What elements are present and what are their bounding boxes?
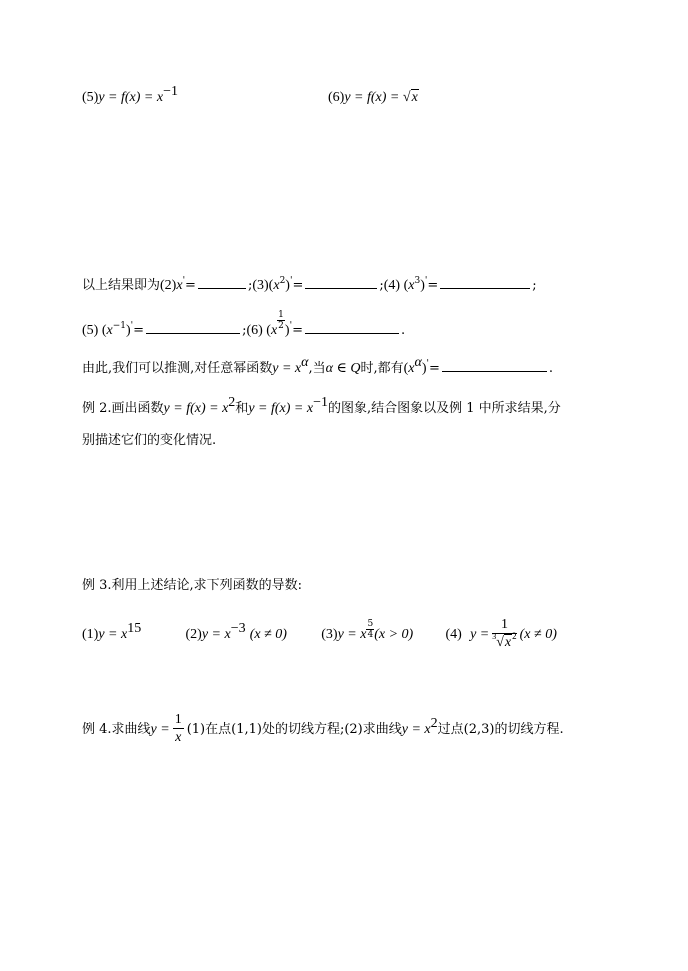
- exponent-one-half: $\frac{1}{2}$: [278, 310, 284, 331]
- ex3-item-2: $(2)y = x^{-3}$ (x ≠ 0): [185, 620, 287, 642]
- answer-blank-4[interactable]: [440, 275, 530, 289]
- item-6: (6)y = f(x) = √x: [328, 90, 418, 105]
- sqrt-sign: √: [402, 90, 411, 105]
- example-3-title: 例 3.利用上述结论,求下列函数的导数:: [82, 578, 303, 593]
- answer-blank-6[interactable]: [305, 320, 399, 334]
- answer-blank-general[interactable]: [442, 358, 547, 372]
- answer-blank-5[interactable]: [146, 320, 240, 334]
- example-3-items: [82, 617, 557, 652]
- example-2-line-1: 例 2.画出函数$y = f(x) = x^2$和$y = f(x) = x^{-1}$的图象,结合图象以及例 1 中所求结果,分: [82, 394, 561, 416]
- exponent-five-fourths: $\frac{5}{4}$: [367, 619, 374, 640]
- inference-line: 由此,我们可以推测,对任意幂函数$y = x^\alpha$,当α ∈ Q时,都有$(x^\alpha)'=$ .: [82, 354, 554, 376]
- example-2-line-2: 别描述它们的变化情况.: [82, 433, 217, 448]
- results-line-1: 以上结果即为$(2)x'= ;(3)(x^2)'=$ ;(4) $(x^3)'=$ ;: [82, 275, 537, 293]
- example-4-line: 例 4.求曲线y = $\frac{1}{x}$ (1)在点(1,1)处的切线方程;(2)求曲线$y = x^2$过点(2,3)的切线方程.: [82, 712, 564, 745]
- answer-blank-2[interactable]: [198, 275, 246, 289]
- ex3-item-1: $(1)y = x^{15}$: [82, 620, 142, 642]
- fraction-one-over-x: $\frac{1}{x}$: [174, 712, 182, 745]
- answer-blank-3[interactable]: [305, 275, 377, 289]
- results-line-2: (5) $(x^{-1})'=$ ;(6) (x $\frac{1}{2})'=$ .: [82, 310, 406, 338]
- ex3-item-3: (3)y = x $\frac{5}{4}(x > 0)$: [321, 619, 414, 642]
- ex3-item-4: (4) y = $\frac{1}{^3√x^2}$ (x ≠ 0): [445, 617, 557, 650]
- item-5: $(5)y = f(x) = x^{-1}$: [82, 83, 178, 105]
- fraction-one-over-cube-root: $\frac{1}{^3√x^2}$: [492, 617, 517, 650]
